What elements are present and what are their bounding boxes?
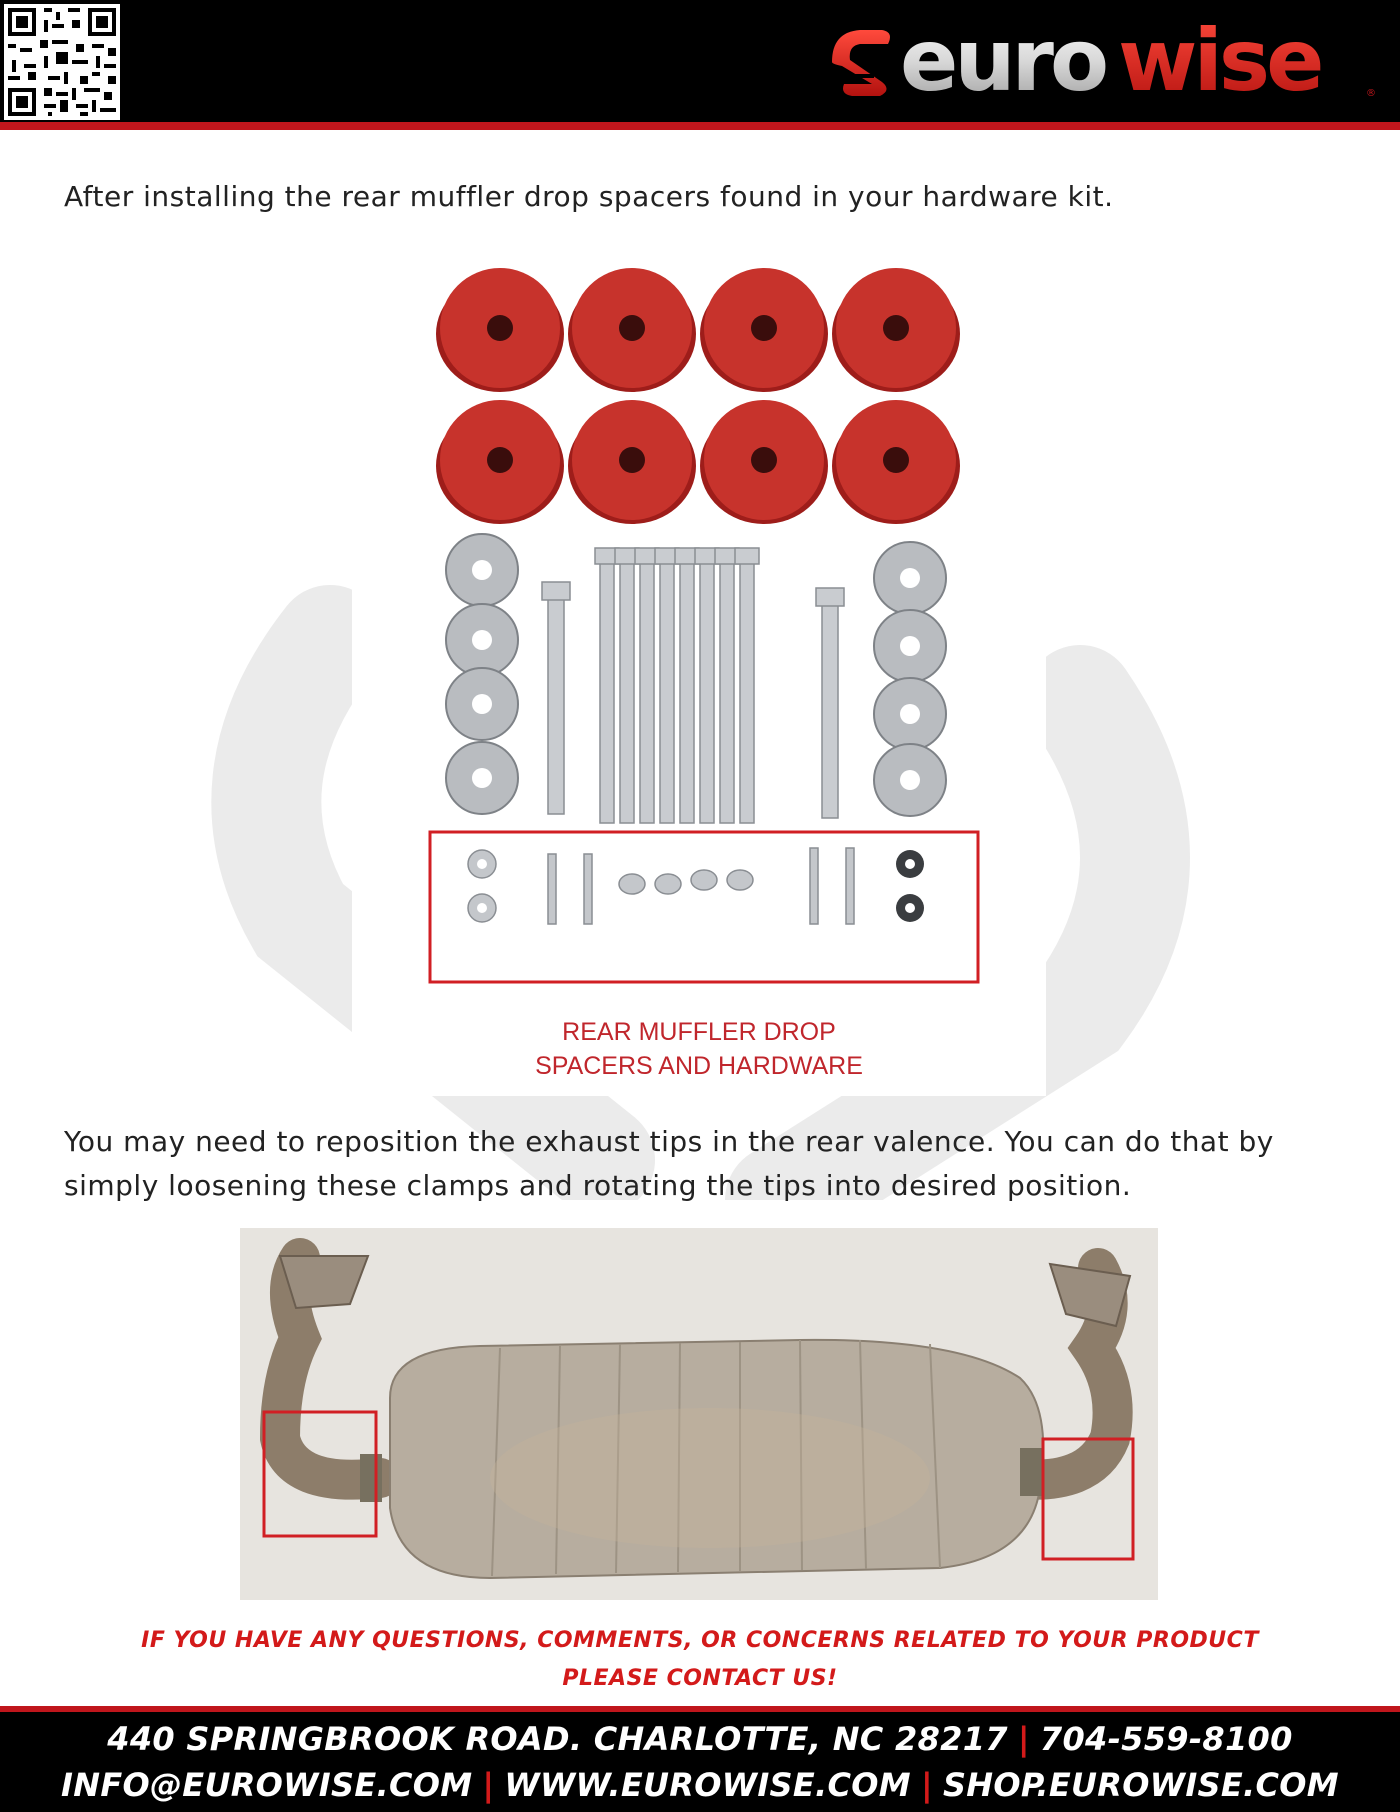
contact-note-line2: PLEASE CONTACT US! <box>562 1666 838 1691</box>
header-red-rule <box>0 122 1400 130</box>
hardware-kit-photo <box>352 248 1046 1096</box>
footer-separator: | <box>1017 1720 1030 1758</box>
footer-address: 440 SPRINGBROOK ROAD. CHARLOTTE, NC 28217 <box>107 1720 1008 1758</box>
footer-shop-link[interactable]: SHOP.EUROWISE.COM <box>942 1766 1339 1804</box>
footer-email-link[interactable]: INFO@EUROWISE.COM <box>61 1766 473 1804</box>
muffler-photo <box>240 1228 1158 1600</box>
eurowise-logo[interactable] <box>822 10 1382 110</box>
svg-text:®: ® <box>1366 88 1376 99</box>
footer-website-link[interactable]: WWW.EUROWISE.COM <box>504 1766 911 1804</box>
qr-code[interactable] <box>4 4 120 120</box>
footer-separator: | <box>482 1766 495 1804</box>
footer-phone[interactable]: 704-559-8100 <box>1039 1720 1293 1758</box>
contact-note-line1: IF YOU HAVE ANY QUESTIONS, COMMENTS, OR CONCERNS RELATED TO YOUR PRODUCT <box>141 1628 1259 1653</box>
hardware-caption-line1: REAR MUFFLER DROP <box>562 1018 836 1046</box>
logo-text-wise: wise <box>1118 11 1321 110</box>
logo-text-euro: euro <box>900 11 1106 110</box>
footer-address-line <box>0 1720 1400 1758</box>
reposition-instructions: You may need to reposition the exhaust tips in the rear valence. You can do that by simply loosening these clamps and rotating the tips into desired position. <box>64 1125 1274 1202</box>
logo-mark-icon <box>832 30 890 96</box>
footer-links-line <box>0 1766 1400 1804</box>
intro-text: After installing the rear muffler drop spacers found in your hardware kit. <box>64 180 1114 213</box>
hardware-caption-line2: SPACERS AND HARDWARE <box>535 1052 863 1080</box>
footer-separator: | <box>920 1766 933 1804</box>
